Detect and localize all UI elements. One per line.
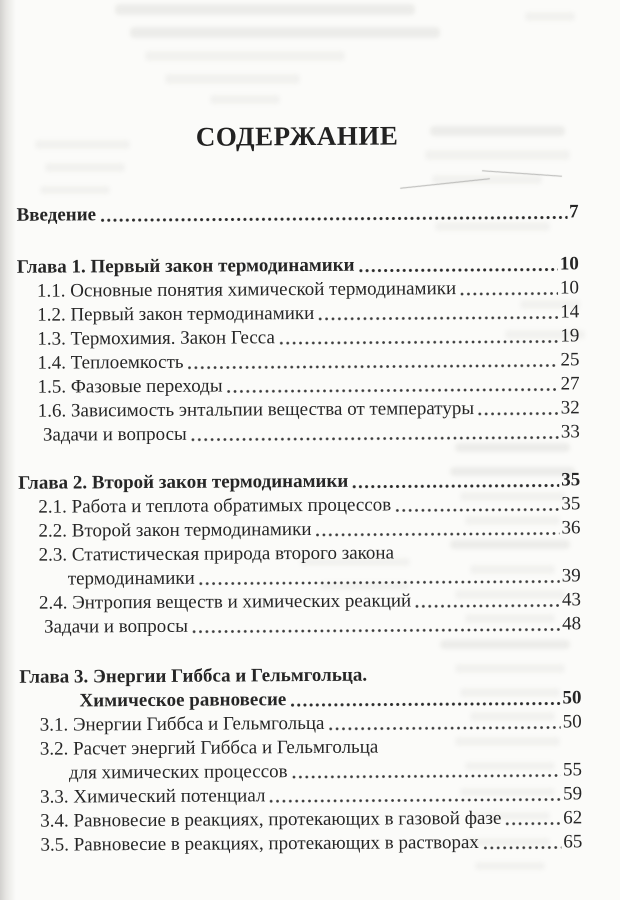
dot-leader [227,386,559,394]
page-number: 35 [561,493,581,515]
toc-entry [18,492,580,519]
toc-tasks-entry [19,612,581,639]
dot-leader [290,700,560,708]
toc-entry-label: 3.2. Расчет энергий Гиббса и Гельмгольца [39,736,379,760]
page-number: 25 [560,349,580,371]
toc-entry-label: Задачи и вопросы [44,615,189,638]
page-number: 65 [563,831,583,853]
page-number: 48 [562,613,582,635]
spacer [19,636,581,665]
toc-entry-label: 2.2. Второй закон термодинамики [38,518,312,542]
toc-entry-line2 [19,564,581,591]
toc-entry-label: Глава 1. Первый закон термодинамики [16,254,355,278]
toc-entry-label: 2.1. Работа и теплота обратимых процессов [38,494,392,518]
toc-entry-multiline [20,734,582,785]
page-number: 36 [561,517,581,539]
dot-leader [269,796,561,804]
dot-leader [188,362,559,370]
toc-entry-line1 [19,662,581,689]
dot-leader [192,626,560,634]
toc-entry-line2 [19,686,581,713]
toc-entry [20,782,582,809]
page-number: 59 [563,783,583,805]
toc-entry-line1 [20,734,582,761]
toc-entry-label: для химических процессов [68,761,288,784]
dot-leader [415,602,560,609]
toc-entry-label: 1.6. Зависимость энтальпии вещества от температуры [37,397,475,422]
toc-entry [17,276,579,303]
page-number: 33 [560,421,580,443]
toc-entry-label: 2.3. Статистическая природа второго закона [38,542,395,566]
toc-entry-label: Глава 2. Второй закон термодинамики [18,470,349,494]
toc-entry-label: 3.3. Химический потенциал [40,785,266,808]
toc-entry-label: Задачи и вопросы [42,423,187,446]
table-of-contents [16,200,582,857]
page-number: 10 [559,253,579,275]
dot-leader [328,724,560,731]
toc-chapter-heading-multiline [19,662,581,713]
toc-entry [18,396,580,423]
dot-leader [100,214,567,223]
toc-entry [17,300,579,327]
page-number: 50 [562,687,582,709]
dot-leader [505,820,561,826]
page-number: 19 [560,325,580,347]
toc-entry [20,806,582,833]
toc-entry-line1 [19,540,581,567]
toc-entry-label: 3.4. Равновесие в реакциях, протекающих в газовой фазе [40,807,502,832]
dot-leader [395,506,559,513]
dot-leader [318,314,558,321]
spacer [18,444,580,471]
toc-entry-label: 1.5. Фазовые переходы [37,375,223,398]
page-title: СОДЕРЖАНИЕ [195,120,399,152]
toc-entry-introduction [16,200,578,227]
toc-entry [17,324,579,351]
dot-leader [483,844,562,850]
toc-entry-label: Глава 3. Энергии Гиббса и Гельмгольца. [19,664,368,688]
dot-leader [359,266,558,273]
page-number: 7 [568,201,579,223]
toc-entry-label: 1.4. Теплоемкость [37,351,184,374]
toc-entry [20,830,582,857]
toc-entry-label: 1.3. Термохимия. Закон Гесса [37,327,275,350]
page-number: 35 [561,469,581,491]
dot-leader [279,338,558,346]
dot-leader [292,772,561,780]
dot-leader [191,434,559,442]
page-number: 39 [561,565,581,587]
toc-entry-label: 1.1. Основные понятия химической термодинамики [36,278,457,302]
toc-entry-label: 3.1. Энергии Гиббса и Гельмгольца [39,712,325,736]
page-number: 14 [560,301,580,323]
toc-entry-label: 1.2. Первый закон термодинамики [37,302,315,326]
page-number: 55 [562,759,583,781]
page-number: 62 [563,807,583,829]
toc-entry-label: 3.5. Равновесие в реакциях, протекающих в растворах [40,831,479,856]
toc-chapter-heading [17,252,579,279]
page-number: 27 [560,373,580,395]
page-number: 10 [559,277,580,299]
spacer [17,224,579,255]
page-number: 32 [560,397,580,419]
toc-chapter-heading [18,468,580,495]
dot-leader [315,530,559,537]
dot-leader [352,482,559,489]
dot-leader [478,410,559,416]
toc-entry [17,348,579,375]
dot-leader [199,578,560,586]
page-number: 43 [561,589,581,611]
toc-entry-label: Химическое равновесие [79,689,287,712]
toc-entry-label: 2.4. Энтропия веществ и химических реакций [38,590,412,614]
toc-entry-line2 [20,758,582,785]
toc-tasks-entry [18,420,580,447]
toc-entry [18,516,580,543]
toc-entry [20,710,582,737]
toc-entry-multiline [19,540,581,591]
toc-entry [19,588,581,615]
toc-entry-label: термодинамики [67,567,195,590]
toc-entry [18,372,580,399]
toc-entry-label: Введение [16,204,97,226]
page-number: 50 [562,711,582,733]
dot-leader [460,290,558,297]
